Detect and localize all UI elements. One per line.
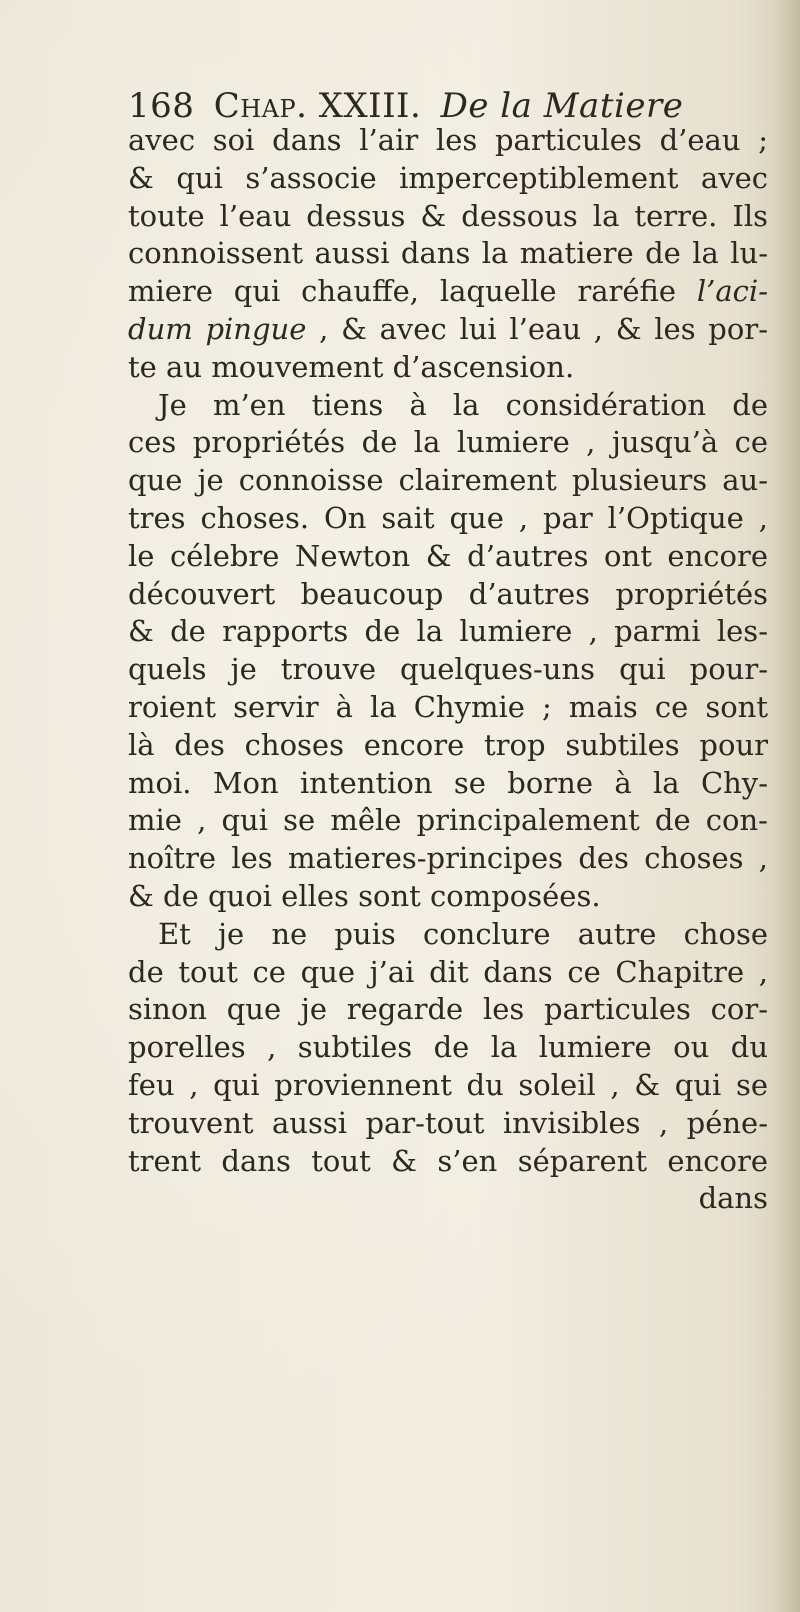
text-line: te au mouvement d’ascension. (128, 349, 575, 384)
catchword: dans (698, 1181, 768, 1216)
text-line: là des choses encore trop subtiles pour (128, 727, 768, 762)
text-line (128, 273, 768, 311)
text-line: trent dans tout & s’en séparent encore (128, 1143, 768, 1178)
text-line (128, 311, 768, 349)
text-fragment: miere qui chauffe, laquelle raréfie (128, 274, 677, 309)
text-line: Je m’en tiens à la considération de (158, 387, 768, 422)
text-line: moi. Mon intention se borne à la Chy- (128, 765, 768, 800)
text-line: ces propriétés de la lumiere , jusqu’à ce (128, 425, 768, 460)
text-line: tres choses. On sait que , par l’Optique , (128, 500, 768, 535)
italic-fragment: dum pingue (128, 311, 307, 346)
text-line: quels je trouve quelques-uns qui pour- (128, 652, 768, 687)
text-line: découvert beaucoup d’autres propriétés (128, 576, 768, 611)
text-line: connoissent aussi dans la matiere de la lu- (128, 236, 768, 271)
text-line: & qui s’associe imperceptiblement avec (128, 160, 768, 195)
body-text (128, 122, 768, 1218)
text-line: que je connoisse clairement plusieurs au- (128, 463, 768, 498)
text-line: Et je ne puis conclure autre chose (158, 916, 768, 951)
text-line: noître les matieres-principes des choses , (128, 841, 768, 876)
text-line: trouvent aussi par-tout invisibles , péne- (128, 1105, 768, 1140)
text-line: & de quoi elles sont composées. (128, 878, 601, 913)
chapter-label: Chap. XXIII. (213, 86, 422, 126)
chapter-title: De la Matiere (440, 86, 684, 126)
text-line: roient servir à la Chymie ; mais ce sont (128, 689, 768, 724)
text-line: avec soi dans l’air les particules d’eau ; (128, 123, 768, 157)
italic-fragment: l’aci- (696, 274, 768, 309)
text-line: feu , qui proviennent du soleil , & qui se (128, 1067, 768, 1102)
page-number: 168 (128, 86, 195, 126)
text-line: sinon que je regarde les particules cor- (128, 992, 768, 1027)
text-fragment: , & avec lui l’eau , & les por- (306, 311, 768, 346)
text-line: porelles , subtiles de la lumiere ou du (128, 1030, 768, 1065)
text-line: de tout ce que j’ai dit dans ce Chapitre , (128, 954, 768, 989)
page-edge-shadow (772, 0, 800, 1612)
text-line: mie , qui se mêle principalement de con- (128, 803, 768, 838)
text-line: le célebre Newton & d’autres ont encore (128, 538, 768, 573)
text-line: toute l’eau dessus & dessous la terre. Ils (128, 198, 768, 233)
text-line: & de rapports de la lumiere , parmi les- (128, 614, 768, 649)
running-head (128, 86, 768, 126)
